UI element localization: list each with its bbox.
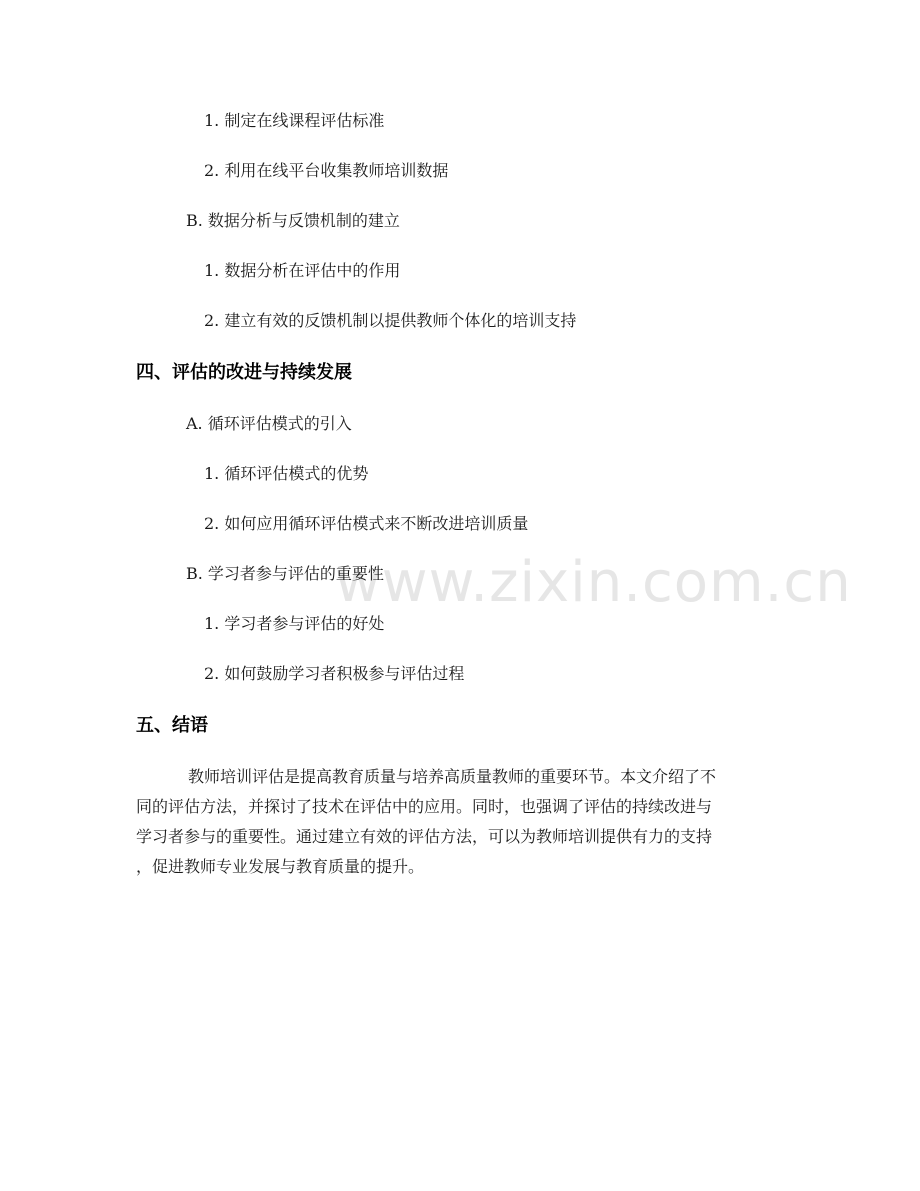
outline-item: B. 数据分析与反馈机制的建立	[186, 211, 400, 230]
watermark-text: www.zixin.com.cn	[335, 550, 852, 615]
outline-item: 1. 制定在线课程评估标准	[204, 111, 385, 130]
outline-item: 2. 如何鼓励学习者积极参与评估过程	[204, 664, 465, 683]
section-heading-4: 四、评估的改进与持续发展	[136, 362, 352, 383]
outline-item: 1. 数据分析在评估中的作用	[204, 261, 401, 280]
paragraph-line: 学习者参与的重要性。通过建立有效的评估方法，可以为教师培训提供有力的支持	[136, 827, 713, 846]
outline-item: 2. 建立有效的反馈机制以提供教师个体化的培训支持	[204, 311, 577, 330]
outline-item: 1. 学习者参与评估的好处	[204, 614, 385, 633]
outline-item: 2. 如何应用循环评估模式来不断改进培训质量	[204, 514, 529, 533]
outline-item: B. 学习者参与评估的重要性	[186, 564, 384, 583]
section-heading-5: 五、结语	[136, 715, 208, 736]
conclusion-paragraph	[136, 762, 786, 882]
paragraph-line: 教师培训评估是提高教育质量与培养高质量教师的重要环节。本文介绍了不	[188, 767, 717, 786]
paragraph-line: ，促进教师专业发展与教育质量的提升。	[136, 857, 425, 876]
outline-item: A. 循环评估模式的引入	[186, 414, 352, 433]
paragraph-line: 同的评估方法，并探讨了技术在评估中的应用。同时，也强调了评估的持续改进与	[136, 797, 713, 816]
outline-item: 2. 利用在线平台收集教师培训数据	[204, 161, 449, 180]
outline-item: 1. 循环评估模式的优势	[204, 464, 369, 483]
